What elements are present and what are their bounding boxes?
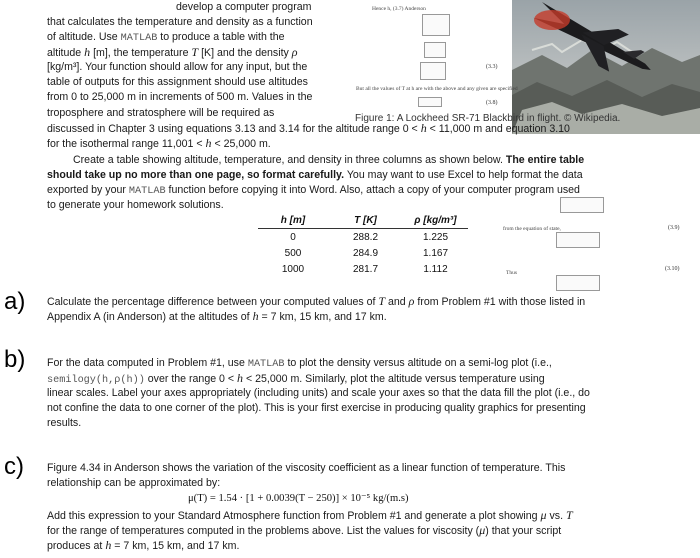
table-cell: 284.9 [352, 247, 379, 259]
background-eqnum: (3.10) [665, 266, 680, 272]
background-equation-box [420, 62, 446, 80]
table-para-line-2: should take up no more than one page, so format carefully. You may want to use Excel to help format the data [47, 169, 583, 181]
table-header: T [K] [328, 215, 403, 229]
part-a-line-2: Appendix A (in Anderson) at the altitudes of h = 7 km, 15 km, and 17 km. [47, 309, 387, 323]
part-c-line-1: Figure 4.34 in Anderson shows the variation of the viscosity coefficient as a linear function of temperature. This [47, 462, 566, 474]
table-cell: 0 [290, 231, 296, 243]
photo-caption: Figure 1: A Lockheed SR-71 Blackbird in flight. © Wikipedia. [355, 113, 621, 124]
part-a-line-1: Calculate the percentage difference between your computed values of T and ρ from Problem #1 with those listed in [47, 294, 586, 308]
table-header-row [258, 215, 468, 229]
table-para-line-4: to generate your homework solutions. [47, 199, 224, 211]
part-c-line-4: for the range of temperatures computed in the problems above. List the values for viscosity (μ) that your script [47, 523, 562, 537]
background-scrap-2: from the equation of state, [503, 226, 561, 232]
background-scrap-0: Hence h, (3.7) Anderson [372, 6, 426, 12]
table-cell: 1000 [281, 263, 305, 275]
background-eqnum: (3.3) [486, 64, 498, 70]
part-b-line-4: not confine the data to one corner of the plot). This is your first exercise in producing quality graphics for presenting [47, 402, 586, 414]
table-row [258, 245, 468, 261]
intro-line-8: discussed in Chapter 3 using equations 3.13 and 3.14 for the altitude range 0 < h < 11,000 m and equation 3.10 [47, 121, 570, 135]
background-equation-box [418, 97, 442, 107]
intro-line-1: that calculates the temperature and density as a function [47, 16, 313, 28]
intro-line-6: from 0 to 25,000 m in increments of 500 m. Values in the [47, 91, 313, 103]
part-b-line-2: semilogy(h,ρ(h)) over the range 0 < h < 25,000 m. Similarly, plot the altitude versus temperature using [47, 371, 545, 386]
table-header: ρ [kg/m³] [403, 215, 468, 229]
background-scrap-1: But all the values of T at h are with the above and any given are specified [356, 86, 518, 92]
table-cell: 500 [284, 247, 302, 259]
intro-line-2: of altitude. Use MATLAB to produce a table with the [47, 31, 285, 44]
part-b-letter: b) [4, 346, 26, 373]
altitude-table [258, 215, 468, 277]
background-equation-box [424, 42, 446, 58]
table-para-line-3: exported by your MATLAB function before copying it into Word. Also, attach a copy of your computer program used [47, 184, 580, 197]
intro-line-4: [kg/m³]. Your function should allow for any input, but the [47, 61, 308, 73]
table-cell: 1.112 [423, 263, 448, 275]
part-c-line-3: Add this expression to your Standard Atmosphere function from Problem #1 and generate a plot showing μ vs. T [47, 508, 573, 522]
table-cell: 1.225 [422, 231, 449, 243]
background-eqnum: (3.8) [486, 100, 498, 106]
viscosity-formula: μ(T) = 1.54 · [1 + 0.0039(T − 250)] × 10⁻⁵ kg/(m.s) [188, 493, 409, 504]
intro-line-0: develop a computer program [176, 1, 312, 13]
intro-line-9: for the isothermal range 11,001 < h < 25,000 m. [47, 136, 271, 150]
intro-line-3: altitude h [m], the temperature T [K] and the density ρ [47, 45, 298, 59]
intro-line-5: table of outputs for this assignment should use altitudes [47, 76, 308, 88]
intro-line-7: troposphere and stratosphere will be required as [47, 107, 275, 119]
part-c-line-5: produces at h = 7 km, 15 km, and 17 km. [47, 538, 240, 552]
background-equation-box [422, 14, 450, 36]
table-header: h [m] [258, 215, 328, 229]
table-row [258, 229, 468, 246]
part-c-line-2: relationship can be approximated by: [47, 477, 221, 489]
background-eqnum: (3.9) [668, 225, 680, 231]
background-equation-box [556, 232, 600, 248]
table-cell: 281.7 [352, 263, 379, 275]
part-b-line-1: For the data computed in Problem #1, use MATLAB to plot the density versus altitude on a semi-log plot (i.e., [47, 357, 552, 370]
part-c-letter: c) [4, 453, 24, 480]
background-equation-box [556, 275, 600, 291]
background-equation-box [560, 197, 604, 213]
part-b-line-3: linear scales. Label your axes appropriately (including units) and scale your axes so that the data fill the plot (i.e., do [47, 387, 590, 399]
part-a-letter: a) [4, 288, 26, 315]
table-cell: 1.167 [422, 247, 449, 259]
table-para-line-1: Create a table showing altitude, temperature, and density in three columns as shown below. The entire table [73, 154, 585, 166]
background-scrap-3: Thus [506, 270, 517, 276]
table-cell: 288.2 [352, 231, 379, 243]
table-row [258, 261, 468, 277]
part-b-line-5: results. [47, 417, 82, 429]
